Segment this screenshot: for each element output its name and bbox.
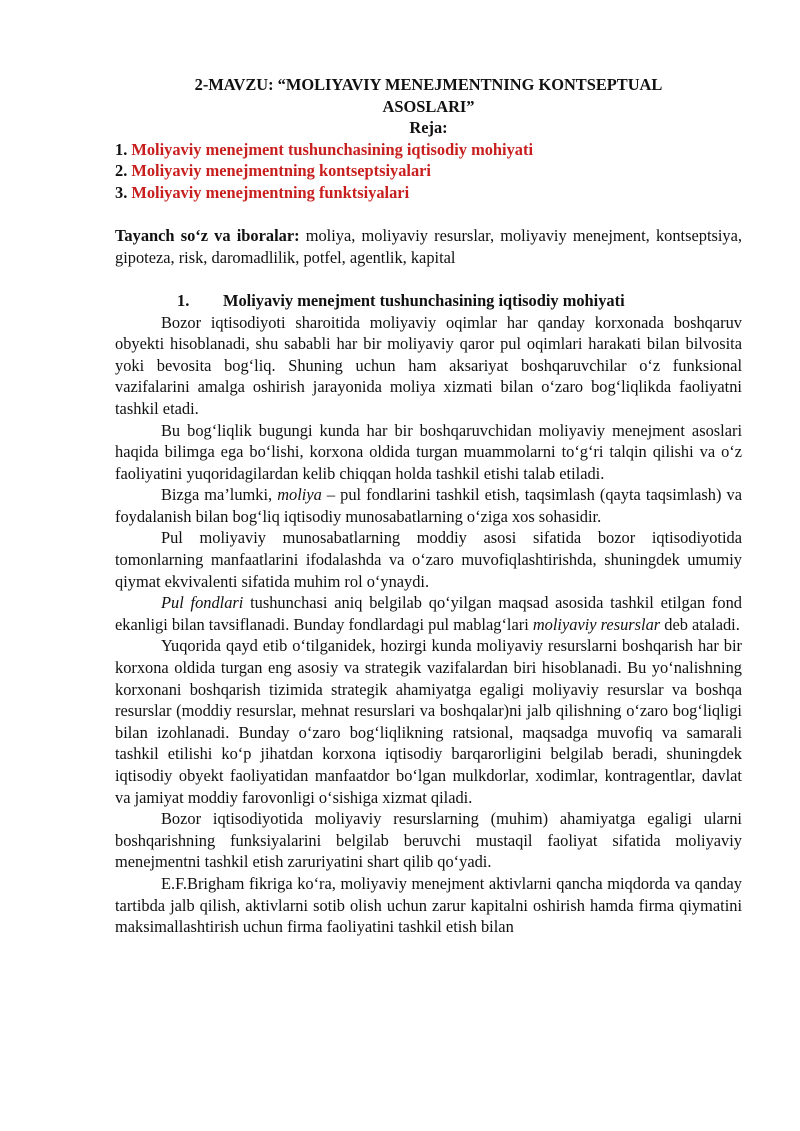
plan-item-2-text: Moliyaviy menejmentning kontseptsiyalari <box>131 161 431 181</box>
keywords-label: Tayanch so‘z va iboralar: <box>115 226 300 246</box>
paragraph-2: Bu bog‘liqlik bugungi kunda har bir boshqaruvchidan moliyaviy menejment asoslari haqida bilimga ega bo‘lishi, korxona oldida turgan muammolarni to‘g‘ri talqin qilishi va o‘z faoliyatini yuqoridagilardan kelib chiqqan holda tashkil etishi talab etiladi. <box>115 420 742 483</box>
title-line-2: ASOSLARI” <box>382 96 475 116</box>
plan-item-2 <box>115 160 742 182</box>
paragraph-5-part-b: deb ataladi. <box>660 614 740 634</box>
paragraph-6: Yuqorida qayd etib o‘tilganidek, hozirgi kunda moliyaviy resurslarni boshqarish har bir korxona oldida turgan eng asosiy va strategik vazifalardan biri hisoblanadi. Bu yo‘nalishning korxonani boshqarish tizimida strategik ahamiyatga egaligi moliyaviy resurslar va boshqa resurslar (moddiy resurslar, mehnat resurslari va boshqalar)ni jalb qilishning o‘zaro bog‘liqligi bilan izohlanadi. Bunday o‘zaro bog‘liqlikning ratsional, maqsadga muvofiq va samarali tashkil etilishi ko‘p jihatdan korxona iqtisodiy barqarorligini belgilab beradi, shuningdek iqtisodiy obyekt faoliyatidan manfaatdor bo‘lgan mulkdorlar, xodimlar, kontragentlar, davlat va jamiyat moddiy farovonligi o‘sishiga xizmat qiladi. <box>115 636 742 807</box>
paragraph-3-part-a: Bizga ma’lumki, <box>161 485 278 505</box>
page-title <box>115 74 742 139</box>
plan-item-3 <box>115 182 742 204</box>
paragraph-5 <box>115 592 742 635</box>
paragraph-7: Bozor iqtisodiyotida moliyaviy resurslarning (muhim) ahamiyatga egaligi ularni boshqarishning funksiyalarini belgilab beruvchi mustaqil faoliyat sifatida moliyaviy menejmentni tashkil etish zaruriyatini shart qilib qo‘yadi. <box>115 809 742 872</box>
title-line-1: 2-MAVZU: “MOLIYAVIY MENEJMENTNING KONTSEPTUAL <box>194 75 663 94</box>
plan-item-1 <box>115 139 742 161</box>
paragraph-3-part-b: – pul fondlarini tashkil etish, taqsimlash (qayta taqsimlash) va foydalanish bilan bog‘liq iqtisodiy munosabatlarning o‘ziga xos sohasidir. <box>115 485 742 526</box>
paragraph-1: Bozor iqtisodiyoti sharoitida moliyaviy oqimlar har qanday korxonada boshqaruv obyekti hisoblanadi, shu sababli har bir moliyaviy qaror pul oqimlari harakati bilan bilvosita yoki bevosita bog‘liq. Shuning uchun ham aksariyat boshqaruvchilar o‘z funksional vazifalarini amalga oshirish jarayonida moliya xizmati bilan o‘zaro bog‘liqlikda faoliyatni tashkil etadi. <box>115 312 742 418</box>
plan-item-3-text: Moliyaviy menejmentning funktsiyalari <box>131 182 410 202</box>
paragraph-8: E.F.Brigham fikriga ko‘ra, moliyaviy menejment aktivlarni qancha miqdorda va qanday tartibda jalb qilish, aktivlarni sotib olish uchun zarur kapitalni oshirish hamda firma qiymatini maksimallashtirish uchun firma faoliyatini tashkil etish bilan <box>115 873 742 937</box>
document-page <box>115 74 742 938</box>
keywords-text: moliya, moliyaviy resurslar, moliyaviy menejment, kontseptsiya, gipoteza, risk, daromadlilik, potfel, agentlik, kapital <box>115 226 742 267</box>
plan-item-2-num: 2. <box>115 161 132 181</box>
keywords-paragraph <box>115 225 742 268</box>
paragraph-4: Pul moliyaviy munosabatlarning moddiy asosi sifatida bozor iqtisodiyotida tomonlarning manfaatlarini ifodalashda va o‘zaro muvofiqlashtirishda, shuningdek umumiy qiymat ekvivalenti sifatida muhim rol o‘ynaydi. <box>115 528 742 591</box>
section-number: 1. <box>177 290 190 310</box>
paragraph-5-term-2: moliyaviy resurslar <box>532 614 661 634</box>
paragraph-3 <box>115 484 742 527</box>
plan-item-3-num: 3. <box>115 182 132 202</box>
paragraph-3-term: moliya <box>277 485 322 505</box>
section-heading <box>115 290 742 312</box>
section-title: Moliyaviy menejment tushunchasining iqtisodiy mohiyati <box>223 290 625 310</box>
plan-label: Reja: <box>409 118 448 138</box>
paragraph-5-part-a: tushunchasi aniq belgilab qo‘yilgan maqsad asosida tashkil etilgan fond ekanligi bilan tavsiflanadi. Bunday fondlardagi pul mablag‘lari <box>115 593 742 634</box>
plan-item-1-num: 1. <box>115 139 132 159</box>
plan-list <box>115 139 742 204</box>
plan-item-1-text: Moliyaviy menejment tushunchasining iqtisodiy mohiyati <box>131 139 534 159</box>
paragraph-5-term-1: Pul fondlari <box>161 593 244 613</box>
